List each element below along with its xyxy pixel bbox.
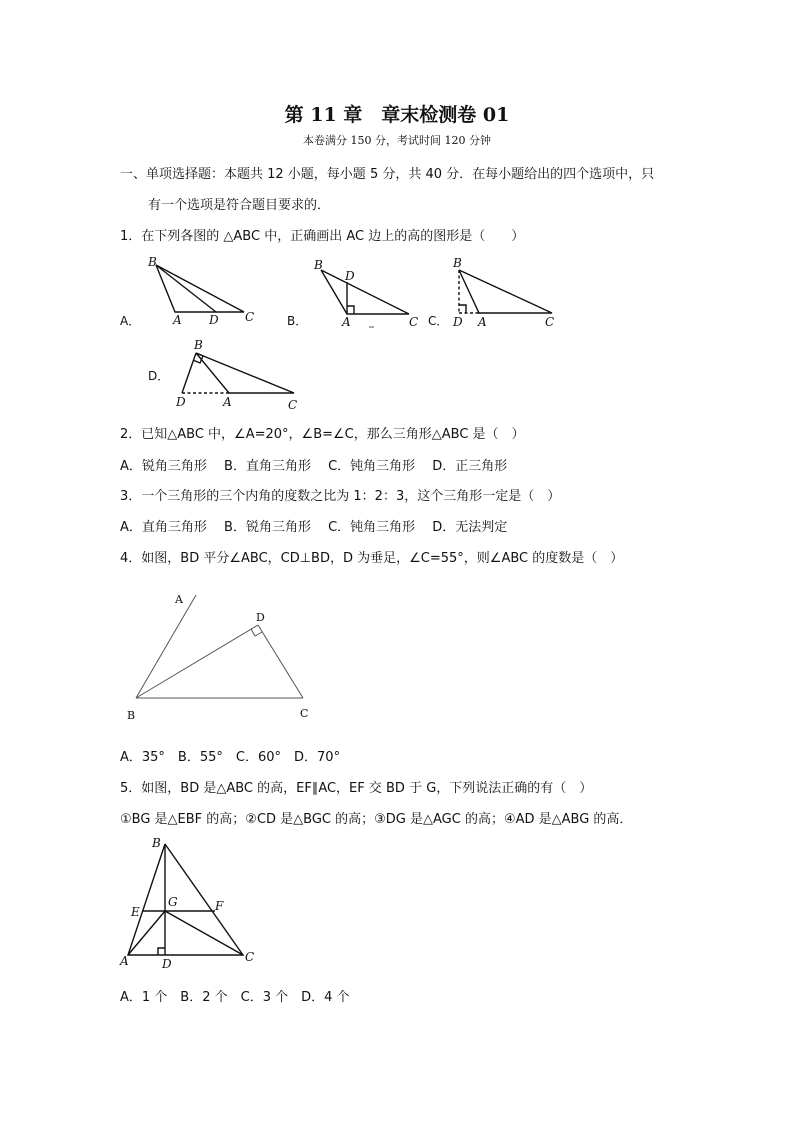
fig-b-label-a: A: [342, 315, 351, 329]
q3-options: A．直角三角形 B．锐角三角形 C．钝角三角形 D．无法判定: [120, 520, 508, 535]
fig-a-label-d: D: [209, 313, 219, 327]
section-heading-line1: 一、单项选择题：本题共 12 小题，每小题 5 分，共 40 分．在每小题给出的四个选项中，只: [120, 167, 655, 182]
q5-label-c: C: [245, 950, 255, 964]
q5-label-b: B: [152, 836, 161, 850]
page-subtitle: 本卷满分 150 分，考试时间 120 分钟: [303, 134, 491, 147]
fig-c-label-d: D: [453, 315, 463, 329]
q4-figure: [120, 585, 320, 725]
fig-a-label-a: A: [173, 313, 182, 327]
q1-figure-c: [448, 255, 573, 330]
fig-a-label-c: C: [245, 310, 255, 324]
q2-stem: 2．已知△ABC 中，∠A=20°，∠B=∠C，那么三角形△ABC 是（ ）: [120, 427, 525, 442]
q1-figure-d: [172, 338, 307, 413]
q5-label-e: E: [131, 905, 140, 919]
q1-option-b-label: B．: [287, 314, 308, 328]
q1-figure-a: [140, 255, 270, 327]
q4-label-d: D: [256, 611, 265, 624]
fig-d-label-b: B: [194, 338, 203, 352]
fig-b-label-c: C: [409, 315, 419, 329]
q4-stem: 4．如图，BD 平分∠ABC，CD⊥BD，D 为垂足，∠C=55°，则∠ABC 的度数是（ ）: [120, 551, 624, 566]
q5-stem: 5．如图，BD 是△ABC 的高，EF∥AC，EF 交 BD 于 G，下列说法正确的有（ ）: [120, 781, 593, 796]
q5-figure: [115, 834, 265, 974]
q1-figure-b: [308, 255, 433, 330]
q1-option-c-label: C．: [428, 314, 449, 328]
fig-b-label-b: B: [314, 258, 323, 272]
fig-d-label-d: D: [176, 395, 186, 409]
fig-c-label-b: B: [453, 256, 462, 270]
q4-label-b: B: [127, 709, 136, 722]
q1-option-a-label: A．: [120, 314, 141, 328]
fig-a-label-b: B: [148, 255, 157, 269]
fig-d-label-c: C: [288, 398, 298, 412]
q5-label-d: D: [162, 957, 172, 971]
fig-c-label-a: A: [478, 315, 487, 329]
q5-options: A．1 个 B．2 个 C．3 个 D．4 个: [120, 990, 350, 1005]
section-heading-line2: 有一个选项是符合题目要求的．: [148, 198, 331, 213]
fig-c-label-c: C: [545, 315, 555, 329]
fig-d-label-a: A: [223, 395, 232, 409]
q3-stem: 3．一个三角形的三个内角的度数之比为 1：2：3，这个三角形一定是（ ）: [120, 489, 561, 504]
q2-options: A．锐角三角形 B．直角三角形 C．钝角三角形 D．正三角形: [120, 459, 508, 474]
q1-stem: 1．在下列各图的 △ABC 中，正确画出 AC 边上的高的图形是（ ）: [120, 229, 525, 244]
q1-option-d-label: D．: [148, 369, 170, 383]
q4-label-a: A: [175, 593, 183, 606]
q5-statements: ①BG 是△EBF 的高；②CD 是△BGC 的高；③DG 是△AGC 的高；④AD 是△ABG 的高．: [120, 812, 633, 827]
q5-label-g: G: [168, 895, 178, 909]
page-title: 第 11 章 章末检测卷 01: [284, 104, 510, 126]
q4-label-c: C: [300, 707, 309, 720]
q5-label-f: F: [215, 899, 224, 913]
q4-options: A．35° B．55° C．60° D．70°: [120, 750, 341, 765]
fig-b-label-d: D: [345, 269, 355, 283]
q5-label-a: A: [120, 954, 129, 968]
